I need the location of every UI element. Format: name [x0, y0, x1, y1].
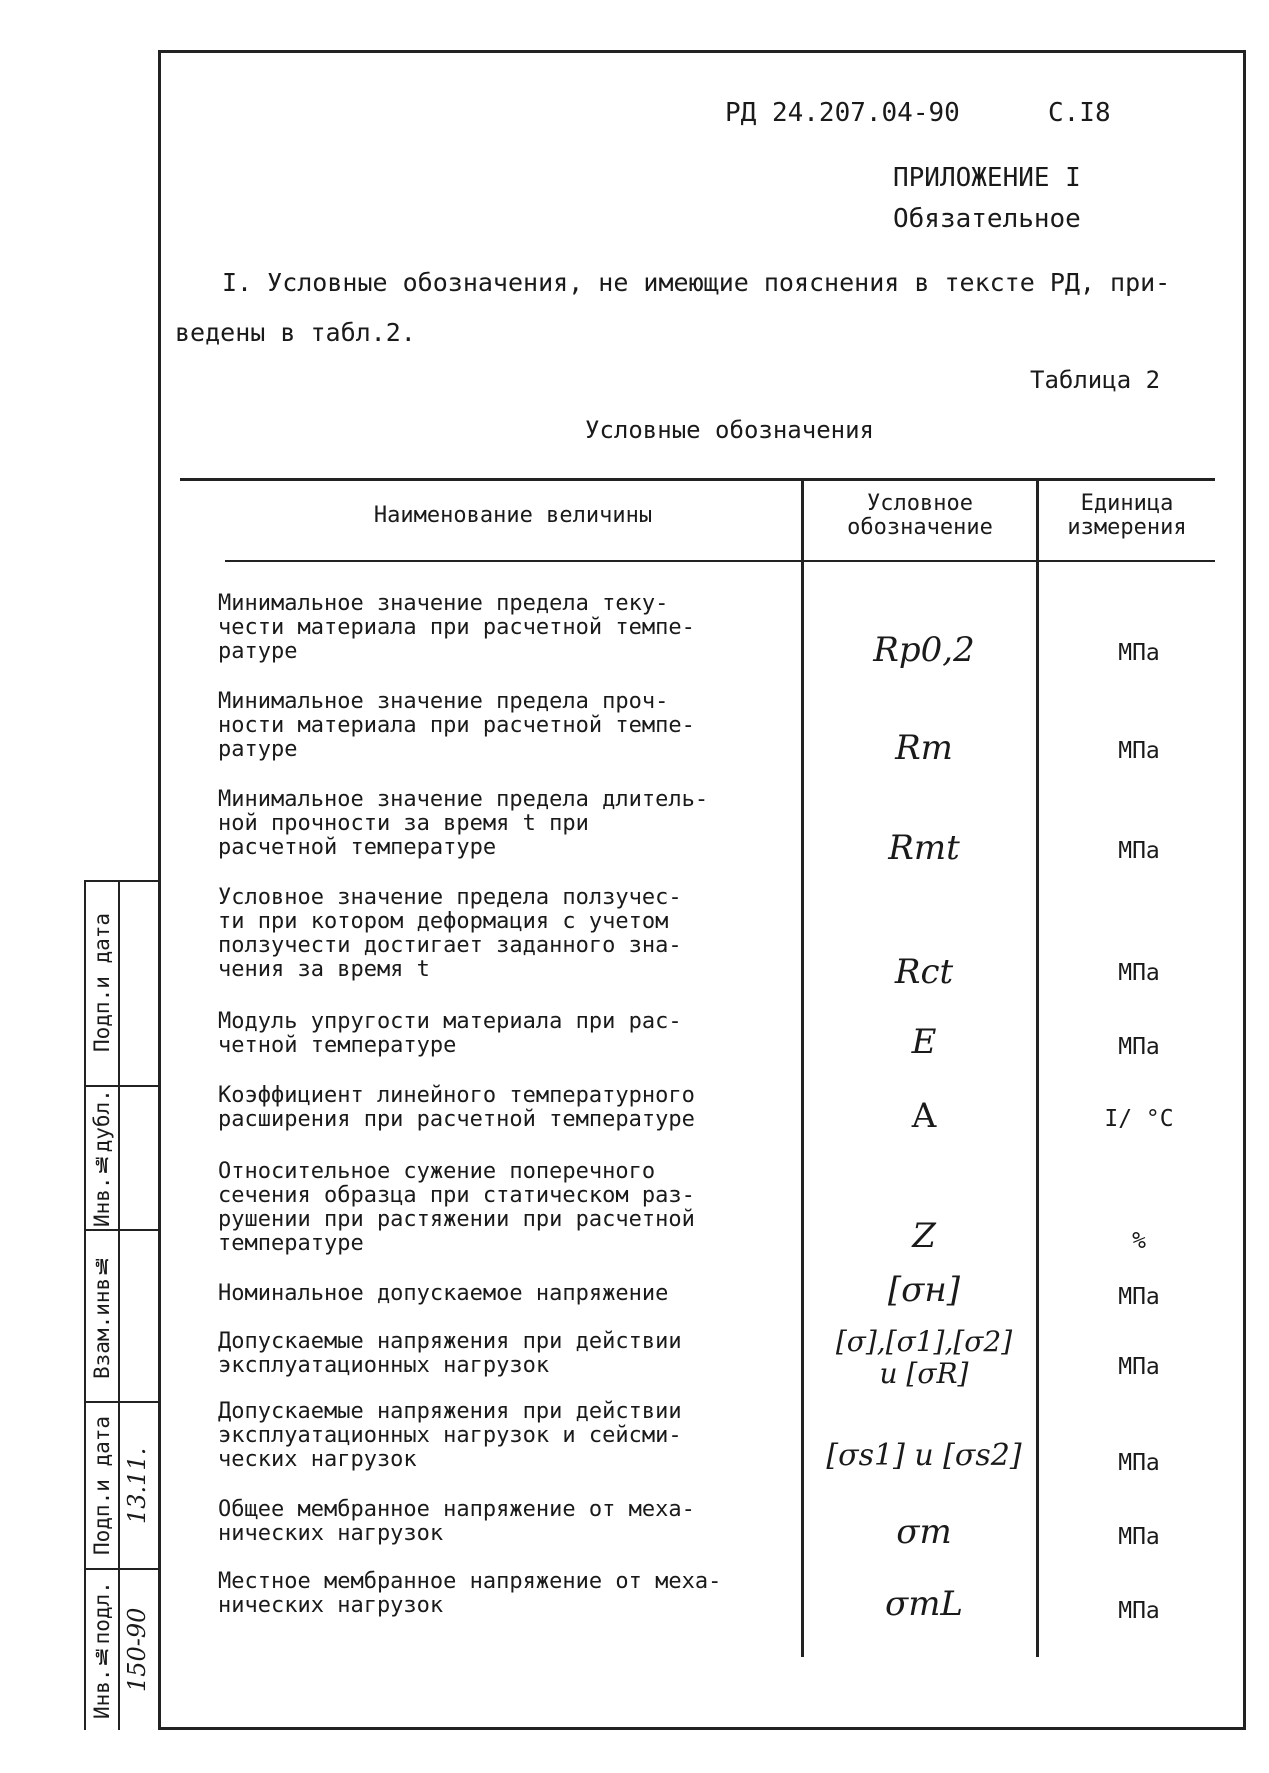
stamp-handwritten-date: 13.11.: [123, 1447, 151, 1524]
row-name: Минимальное значение предела проч- ности материала при расчетной темпе- ратуре: [218, 689, 695, 762]
intro-line-1: I. Условные обозначения, не имеющие пояснения в тексте РД, при-: [222, 268, 1171, 297]
stamp-label: Инв.№подл.: [90, 1581, 114, 1719]
intro-line-2: ведены в табл.2.: [175, 318, 416, 347]
row-symbol: E: [911, 1022, 937, 1062]
row-symbol: σmL: [884, 1584, 964, 1624]
row-name: Допускаемые напряжения при действии эксплуатационных нагрузок: [218, 1329, 682, 1378]
row-name: Коэффициент линейного температурного расширения при расчетной температуре: [218, 1083, 695, 1132]
row-symbol: Rp0,2: [873, 630, 975, 670]
row-symbol: Z: [912, 1216, 936, 1256]
col-header-symbol: Условное обозначение: [847, 491, 993, 540]
margin-stamp: [86, 880, 156, 1730]
row-unit: %: [1132, 1228, 1146, 1254]
row-unit: МПа: [1118, 1284, 1160, 1310]
stamp-label: Взам.инв№: [90, 1253, 114, 1379]
row-symbol: A: [911, 1096, 937, 1136]
table-top-rule: [180, 478, 1215, 481]
row-symbol: [σ],[σ1],[σ2] и [σR]: [835, 1325, 1013, 1390]
row-name: Допускаемые напряжения при действии эксплуатационных нагрузок и сейсми- ческих нагрузок: [218, 1399, 682, 1472]
table-header-rule: [225, 560, 1215, 562]
col-header-unit: Единица измерения: [1067, 491, 1187, 540]
row-symbol: [σн]: [887, 1270, 961, 1310]
row-unit: МПа: [1118, 1450, 1160, 1476]
row-name: Модуль упругости материала при рас- четной температуре: [218, 1009, 682, 1058]
stamp-handwritten-number: 150-90: [123, 1607, 151, 1693]
row-unit: МПа: [1118, 640, 1160, 666]
row-unit: МПа: [1118, 960, 1160, 986]
row-unit: МПа: [1118, 1598, 1160, 1624]
row-name: Номинальное допускаемое напряжение: [218, 1281, 669, 1306]
row-symbol: Rm: [895, 728, 953, 768]
row-unit: МПа: [1118, 1524, 1160, 1550]
row-name: Относительное сужение поперечного сечения образца при статическом раз- рушении при растяжении при расчетной температуре: [218, 1159, 695, 1256]
appendix-status: Обязательное: [893, 204, 1081, 234]
row-unit: МПа: [1118, 838, 1160, 864]
row-symbol: Rmt: [888, 828, 960, 868]
row-unit: МПа: [1118, 738, 1160, 764]
row-unit: МПа: [1118, 1034, 1160, 1060]
table-number: Таблица 2: [1030, 366, 1161, 394]
page-number: С.I8: [1048, 98, 1111, 128]
row-name: Общее мембранное напряжение от меха- нических нагрузок: [218, 1497, 695, 1546]
doc-code: РД 24.207.04-90: [725, 98, 960, 128]
row-symbol: Rct: [894, 952, 954, 992]
stamp-label: Подп.и дата: [90, 912, 114, 1053]
row-unit: I/ °C: [1104, 1106, 1174, 1132]
row-name: Минимальное значение предела теку- чести материала при расчетной темпе- ратуре: [218, 591, 695, 664]
row-name: Минимальное значение предела длитель- ной прочности за время t при расчетной температуре: [218, 787, 709, 860]
row-name: Условное значение предела ползучес- ти при котором деформация с учетом ползучести достигает заданного зна- чения за время t: [218, 885, 682, 982]
appendix-title: ПРИЛОЖЕНИЕ I: [893, 163, 1081, 193]
col-header-name: Наименование величины: [373, 503, 653, 528]
row-unit: МПа: [1118, 1354, 1160, 1380]
stamp-label: Подп.и дата: [90, 1415, 114, 1556]
row-symbol: σm: [896, 1512, 952, 1552]
stamp-label: Инв.№дубл.: [90, 1089, 114, 1227]
table-caption: Условные обозначения: [585, 416, 874, 444]
row-name: Местное мембранное напряжение от меха- нических нагрузок: [218, 1569, 722, 1618]
row-symbol: [σs1] и [σs2]: [826, 1438, 1022, 1473]
